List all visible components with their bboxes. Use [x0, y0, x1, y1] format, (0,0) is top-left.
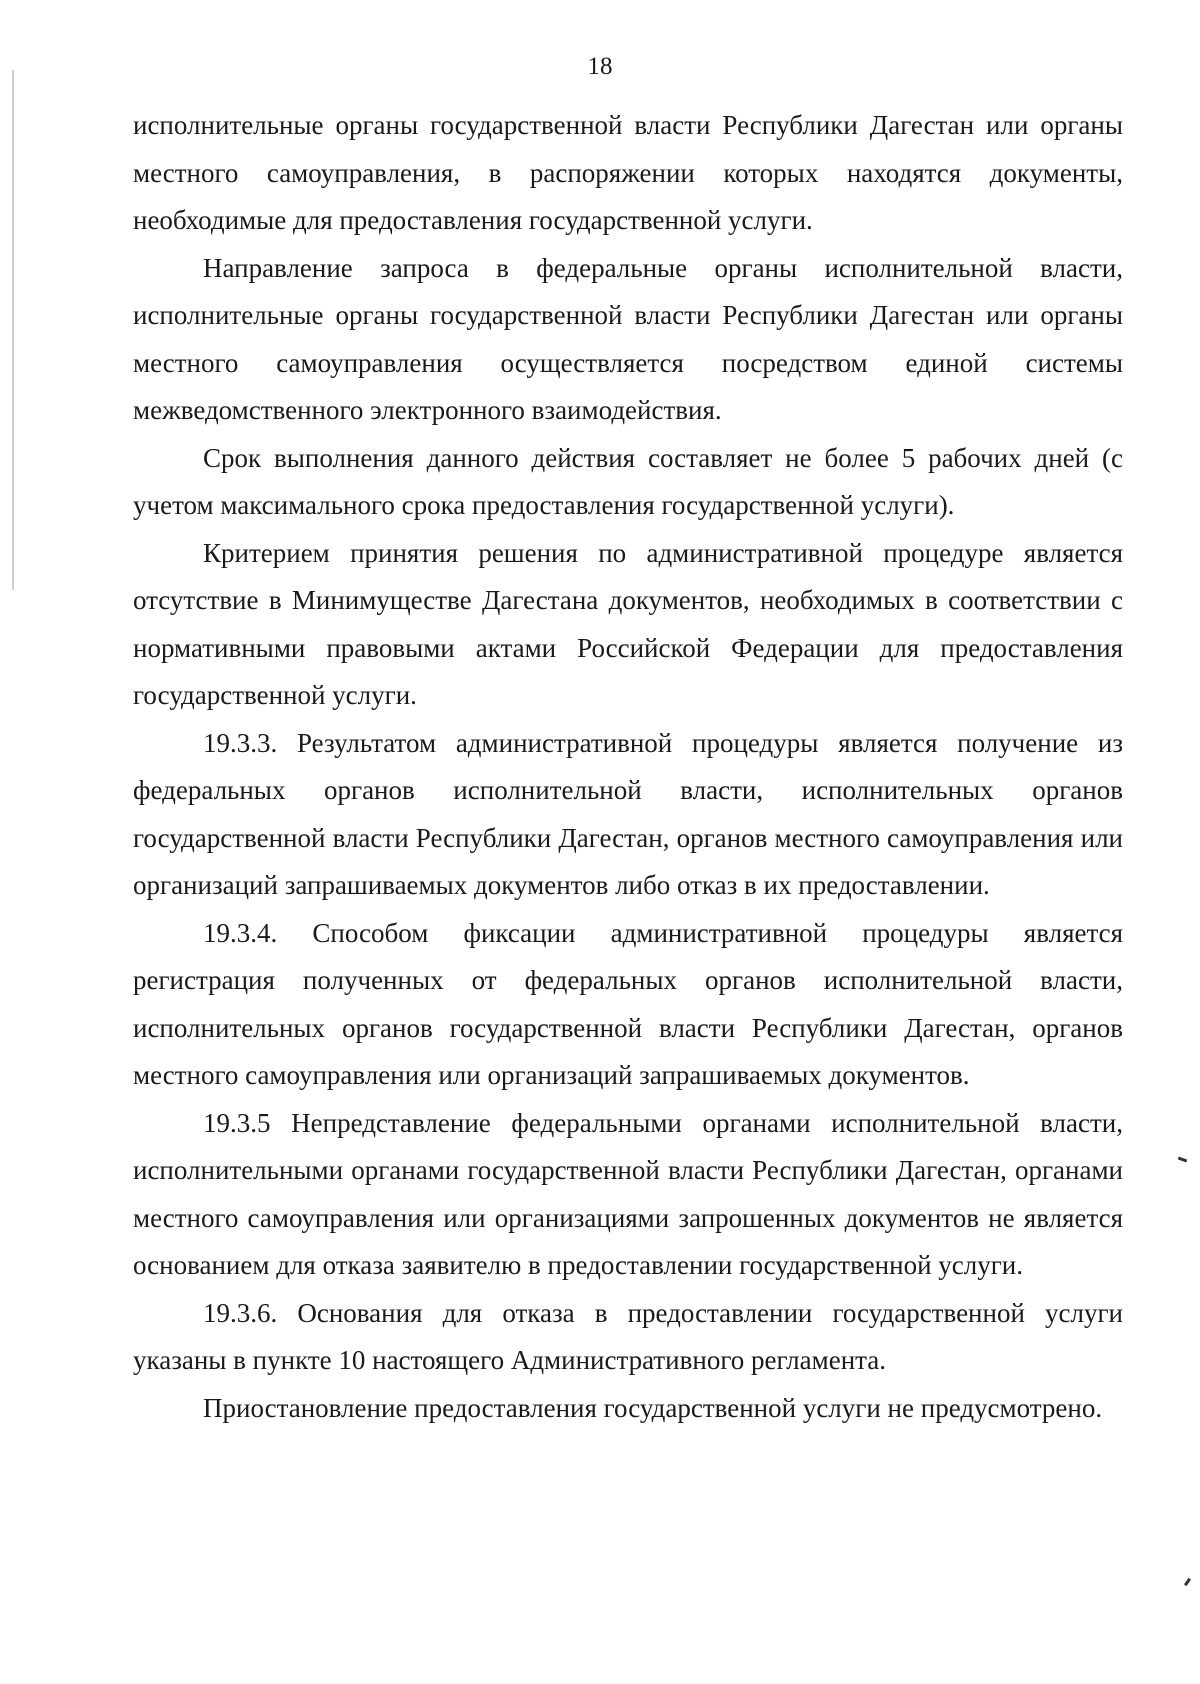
- paragraph-suspension: Приостановление предоставления государственной услуги не предусмотрено.: [203, 1392, 1103, 1423]
- paragraph-19-3-4: 19.3.4. Способом фиксации административной процедуры является регистрация полученных от федеральных органов исполнительной власти, исполнительных органов государственной власти Республики Дагестан, органов местного самоуправления или организаций запрашиваемых документов.: [133, 917, 1123, 1090]
- scan-artifact-mark: [1178, 1157, 1187, 1163]
- paragraph-continuation: исполнительные органы государственной власти Республики Дагестан или органы местного самоуправления, в распоряжении которых находятся документы, необходимые для предоставления государственной услуги.: [133, 110, 1123, 235]
- scan-edge-line: [12, 70, 14, 590]
- paragraph-deadline: Срок выполнения данного действия составляет не более 5 рабочих дней (с учетом максимального срока предоставления государственной услуги).: [133, 442, 1123, 520]
- page-number: 18: [587, 53, 613, 80]
- paragraph-19-3-5: 19.3.5 Непредставление федеральными органами исполнительной власти, исполнительными органами государственной власти Республики Дагестан, органами местного самоуправления или организациями запрошенных документов не является основанием для отказа заявителю в предоставлении государственной услуги.: [133, 1107, 1123, 1280]
- paragraph-19-3-3: 19.3.3. Результатом административной процедуры является получение из федеральных органов исполнительной власти, исполнительных органов государственной власти Республики Дагестан, органов местного самоуправления или организаций запрашиваемых документов либо отказ в их предоставлении.: [133, 727, 1123, 900]
- paragraph-decision-criterion: Критерием принятия решения по административной процедуре является отсутствие в Минимуществе Дагестана документов, необходимых в соответствии с нормативными правовыми актами Российской Федерации для предоставления государственной услуги.: [133, 537, 1123, 710]
- scan-artifact-mark: [1184, 1578, 1191, 1586]
- paragraph-request-direction: Направление запроса в федеральные органы исполнительной власти, исполнительные органы государственной власти Республики Дагестан или органы местного самоуправления осуществляется посредством единой системы межведомственного электронного взаимодействия.: [133, 252, 1123, 425]
- paragraph-19-3-6: 19.3.6. Основания для отказа в предоставлении государственной услуги указаны в пункте 10 настоящего Административного регламента.: [133, 1297, 1123, 1375]
- document-body: [133, 102, 1123, 1432]
